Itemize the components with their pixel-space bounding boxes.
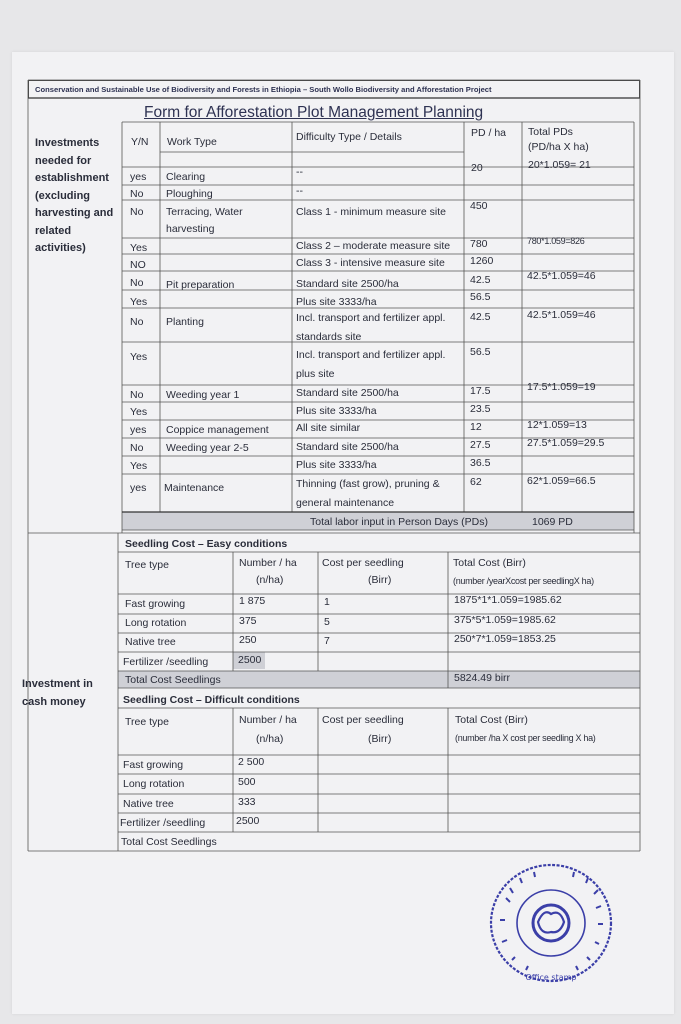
section-line: establishment (35, 172, 109, 184)
row-details: Standard site 2500/ha (296, 278, 399, 290)
row-details: All site similar (296, 422, 361, 434)
row-details: Standard site 2500/ha (296, 387, 399, 399)
row-details: Standard site 2500/ha (296, 441, 399, 453)
row-work: Weeding year 2-5 (166, 442, 249, 454)
header-yn: Y/N (131, 136, 149, 148)
row-details: Class 2 – moderate measure site (296, 240, 451, 252)
row-work: Terracing, Water (166, 206, 243, 218)
row-total: 42.5*1.059=46 (527, 309, 596, 321)
row-details: Plus site 3333/ha (296, 459, 377, 471)
row-work: Ploughing (166, 188, 213, 200)
section-line: activities) (35, 242, 86, 254)
row-pd: 17.5 (470, 385, 491, 397)
row-yn: NO (130, 259, 146, 271)
row-yn: Yes (130, 460, 148, 472)
row-pd: 450 (470, 200, 488, 212)
row-pd: 36.5 (470, 457, 491, 469)
row-total: 42.5*1.059=46 (527, 270, 596, 282)
difficult-row-num: 2500 (236, 815, 260, 827)
easy-row-total: 1875*1*1.059=1985.62 (454, 594, 562, 606)
row-yn: No (130, 442, 144, 454)
section-line: Investments (35, 137, 100, 149)
row-yn: yes (130, 424, 147, 436)
easy-row-tree: Fast growing (125, 598, 186, 610)
difficult-row-num: 333 (238, 796, 256, 808)
easy-header-num: Number / ha (239, 557, 297, 569)
easy-header-num-sub: (n/ha) (256, 574, 284, 586)
row-pd: 780 (470, 238, 488, 250)
row-pd: 42.5 (470, 274, 491, 286)
row-details-cont: general maintenance (296, 497, 395, 509)
row-details-cont: plus site (296, 368, 335, 380)
row-pd: 56.5 (470, 291, 491, 303)
row-pd: 62 (470, 476, 482, 488)
row-work: Weeding year 1 (166, 389, 240, 401)
section-line: needed for (35, 154, 92, 167)
header-total-pds: Total PDs (528, 126, 573, 138)
header-work-type: Work Type (167, 136, 217, 148)
easy-row-num: 250 (239, 634, 257, 646)
difficult-row-tree: Fast growing (123, 759, 184, 771)
row-details-cont: standards site (296, 331, 362, 343)
header-details: Difficulty Type / Details (296, 131, 402, 143)
section-line: related (35, 224, 72, 237)
easy-row-tree: Native tree (125, 636, 176, 648)
row-yn: Yes (130, 351, 148, 363)
project-header: Conservation and Sustainable Use of Biodiversity and Forests in Ethiopia – South Wollo Biodiversity and Afforestation Project (28, 80, 640, 98)
difficult-title: Seedling Cost – Difficult conditions (123, 694, 300, 706)
top-total: 20*1.059= 21 (528, 159, 591, 171)
row-total: 62*1.059=66.5 (527, 475, 596, 487)
row-details: -- (296, 185, 303, 197)
easy-row-tree: Long rotation (125, 617, 187, 629)
row-details: Plus site 3333/ha (296, 296, 377, 308)
row-pd: 23.5 (470, 403, 491, 415)
easy-header-cost-sub: (Birr) (368, 574, 392, 586)
row-work: Planting (166, 316, 204, 328)
easy-row-cost: 5 (324, 616, 330, 628)
row-yn: No (130, 389, 144, 401)
section-line: harvesting and (35, 207, 114, 219)
row-yn: Yes (130, 242, 148, 254)
easy-row-cost: 1 (324, 596, 330, 608)
form-title: Form for Afforestation Plot Management Planning (144, 104, 484, 121)
row-details: Class 3 - intensive measure site (296, 257, 445, 269)
row-details: Thinning (fast grow), pruning & (296, 478, 440, 490)
top-pd: 20 (471, 162, 483, 174)
easy-title: Seedling Cost – Easy conditions (125, 538, 288, 550)
section-line: cash money (22, 695, 86, 708)
header-total-pds-sub: (PD/ha X ha) (528, 141, 589, 153)
row-yn: Yes (130, 296, 148, 308)
easy-header-tree: Tree type (125, 559, 169, 571)
difficult-row-tree: Fertilizer /seedling (120, 817, 206, 829)
row-work: Pit preparation (166, 279, 235, 291)
row-details: Plus site 3333/ha (296, 405, 377, 417)
row-details: Class 1 - minimum measure site (296, 206, 446, 218)
difficult-header-num: Number / ha (239, 714, 297, 726)
row-yn: No (130, 277, 144, 289)
row-yn: yes (130, 171, 147, 183)
row-pd: 56.5 (470, 346, 491, 358)
stamp-text: Office stamp (525, 973, 577, 982)
row-total: 12*1.059=13 (527, 419, 587, 431)
easy-row-num: 1 875 (239, 595, 266, 607)
easy-header-cost: Cost per seedling (322, 557, 404, 569)
difficult-header-num-sub: (n/ha) (256, 733, 284, 745)
row-details: -- (296, 166, 303, 178)
row-details: Incl. transport and fertilizer appl. (296, 312, 446, 324)
office-stamp-icon (486, 858, 616, 988)
labor-total-label: Total labor input in Person Days (PDs) (310, 516, 488, 528)
row-work-cont: harvesting (166, 223, 215, 235)
row-pd: 1260 (470, 255, 494, 267)
section-investments-label (35, 135, 113, 258)
easy-total-label: Total Cost Seedlings (125, 674, 221, 686)
difficult-header-total: Total Cost (Birr) (455, 714, 528, 726)
difficult-row-num: 2 500 (238, 756, 265, 768)
section-cash-label (22, 676, 93, 711)
difficult-header-cost-sub: (Birr) (368, 733, 392, 745)
easy-row-num: 375 (239, 615, 257, 627)
easy-total-value: 5824.49 birr (454, 672, 511, 684)
difficult-header-total-sub: (number /ha X cost per seedling X ha) (455, 733, 596, 743)
row-yn: No (130, 316, 144, 328)
easy-row-cost: 7 (324, 635, 330, 647)
section-line: (excluding (35, 189, 91, 202)
row-pd: 42.5 (470, 311, 491, 323)
row-details: Incl. transport and fertilizer appl. (296, 349, 446, 361)
row-yn: yes (130, 482, 147, 494)
row-work: Coppice management (166, 424, 269, 436)
difficult-total-label: Total Cost Seedlings (121, 836, 217, 848)
difficult-header-tree: Tree type (125, 716, 169, 728)
section-line: Investment in (22, 678, 93, 690)
row-work: Clearing (166, 171, 206, 183)
row-pd: 12 (470, 421, 482, 433)
difficult-row-tree: Long rotation (123, 778, 185, 790)
labor-total-value: 1069 PD (532, 516, 573, 528)
easy-row-num: 2500 (238, 654, 262, 666)
row-pd: 27.5 (470, 439, 491, 451)
row-yn: No (130, 188, 144, 200)
row-total: 17.5*1.059=19 (527, 381, 596, 393)
row-yn: Yes (130, 406, 148, 418)
easy-row-total: 250*7*1.059=1853.25 (454, 633, 556, 645)
easy-header-total-sub: (number /yearXcost per seedlingX ha) (453, 576, 594, 586)
row-total: 780*1.059=826 (527, 236, 585, 246)
difficult-row-num: 500 (238, 776, 256, 788)
row-work: Maintenance (164, 482, 225, 494)
row-total: 27.5*1.059=29.5 (527, 437, 605, 449)
header-pd-ha: PD / ha (471, 127, 507, 139)
easy-header-total: Total Cost (Birr) (453, 557, 526, 569)
row-yn: No (130, 206, 144, 218)
easy-row-total: 375*5*1.059=1985.62 (454, 614, 556, 626)
easy-row-tree: Fertilizer /seedling (123, 656, 209, 668)
difficult-row-tree: Native tree (123, 798, 174, 810)
difficult-header-cost: Cost per seedling (322, 714, 404, 726)
